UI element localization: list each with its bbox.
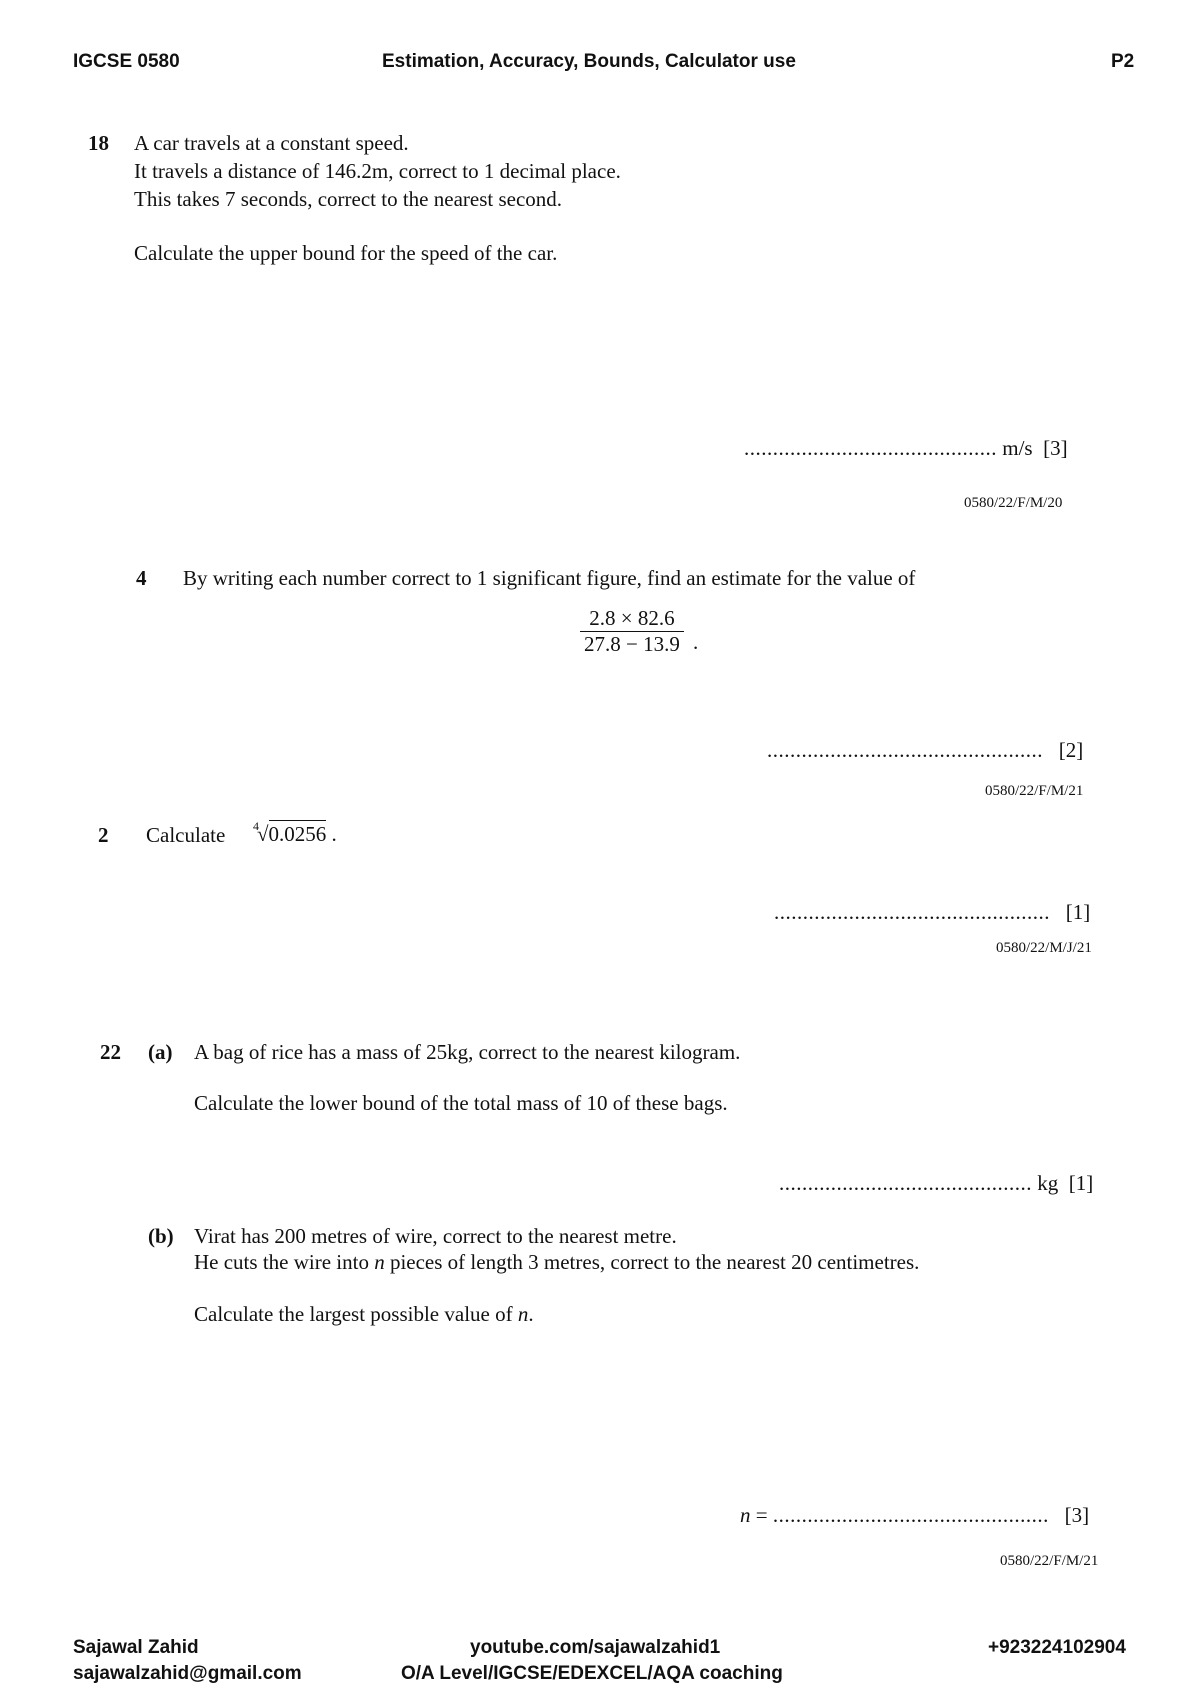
part-a-text-line: A bag of rice has a mass of 25kg, correct to the nearest kilogram. xyxy=(194,1040,741,1064)
answer-line xyxy=(779,1171,1093,1196)
exam-reference: 0580/22/F/M/20 xyxy=(964,495,1063,511)
text-segment: pieces of length 3 metres, correct to the nearest 20 centimetres. xyxy=(384,1250,920,1274)
question-text: By writing each number correct to 1 significant figure, find an estimate for the value of xyxy=(183,566,916,590)
header-topic-title: Estimation, Accuracy, Bounds, Calculator use xyxy=(382,51,796,72)
radical-icon: √ xyxy=(257,822,269,846)
variable-n: n xyxy=(374,1250,385,1274)
marks-label: [3] xyxy=(1043,436,1068,460)
text-segment: He cuts the wire into xyxy=(194,1250,375,1274)
part-b-text-line xyxy=(194,1250,919,1275)
question-number: 18 xyxy=(88,131,109,155)
variable-n: n xyxy=(517,1302,529,1326)
fraction-numerator: 2.8 × 82.6 xyxy=(589,606,675,630)
answer-variable: n xyxy=(740,1503,751,1527)
answer-dots: ............................................ xyxy=(779,1171,1032,1195)
exam-reference: 0580/22/F/M/21 xyxy=(985,783,1084,799)
question-number: 22 xyxy=(100,1040,121,1064)
question-text-line: This takes 7 seconds, correct to the nearest second. xyxy=(134,187,563,211)
answer-dots: ................................................ xyxy=(772,1503,1049,1527)
exam-reference: 0580/22/F/M/21 xyxy=(1000,1553,1099,1569)
marks-label: [1] xyxy=(1065,900,1091,924)
trailing-period: . xyxy=(331,822,337,846)
marks-label: [3] xyxy=(1064,1503,1090,1527)
header-subject-code: IGCSE 0580 xyxy=(73,51,180,72)
marks-label: [2] xyxy=(1058,738,1084,762)
footer-youtube: youtube.com/sajawalzahid1 xyxy=(470,1637,721,1658)
fourth-root-expression xyxy=(251,819,337,847)
answer-line xyxy=(774,900,1090,925)
footer-phone: +923224102904 xyxy=(988,1637,1126,1658)
header-paper-label: P2 xyxy=(1111,51,1135,72)
part-a-instruction: Calculate the lower bound of the total mass of 10 of these bags. xyxy=(194,1091,728,1115)
fraction-trailing-period: . xyxy=(693,630,699,654)
answer-unit: kg xyxy=(1037,1171,1059,1195)
fraction-denominator: 27.8 − 13.9 xyxy=(584,632,680,656)
answer-line xyxy=(744,436,1068,461)
root-index: 4 xyxy=(253,819,259,833)
fraction-expression xyxy=(580,606,684,657)
equals-sign: = xyxy=(755,1503,768,1527)
question-number: 4 xyxy=(136,566,147,590)
question-text-line: It travels a distance of 146.2m, correct to 1 decimal place. xyxy=(134,159,621,183)
marks-label: [1] xyxy=(1068,1171,1094,1195)
part-label: (a) xyxy=(148,1040,173,1064)
answer-line xyxy=(740,1503,1089,1528)
question-text: Calculate xyxy=(146,823,226,847)
footer-email: sajawalzahid@gmail.com xyxy=(73,1663,302,1684)
part-b-text-line: Virat has 200 metres of wire, correct to the nearest metre. xyxy=(194,1224,677,1248)
text-segment: . xyxy=(528,1302,534,1326)
text-segment: Calculate the largest possible value of xyxy=(194,1302,518,1326)
answer-dots: ................................................ xyxy=(774,900,1050,924)
answer-unit: m/s xyxy=(1002,436,1033,460)
exam-reference: 0580/22/M/J/21 xyxy=(996,940,1092,956)
part-b-instruction xyxy=(194,1302,534,1327)
answer-dots: ................................................ xyxy=(767,738,1043,762)
question-text-line: A car travels at a constant speed. xyxy=(134,131,409,155)
question-instruction: Calculate the upper bound for the speed of the car. xyxy=(134,241,558,265)
answer-dots: ............................................ xyxy=(744,436,997,460)
footer-author-name: Sajawal Zahid xyxy=(73,1637,199,1658)
footer-coaching: O/A Level/IGCSE/EDEXCEL/AQA coaching xyxy=(401,1663,783,1684)
radicand: 0.0256 xyxy=(268,822,327,846)
answer-line xyxy=(767,738,1083,763)
question-number: 2 xyxy=(98,823,109,847)
part-label: (b) xyxy=(148,1224,174,1248)
